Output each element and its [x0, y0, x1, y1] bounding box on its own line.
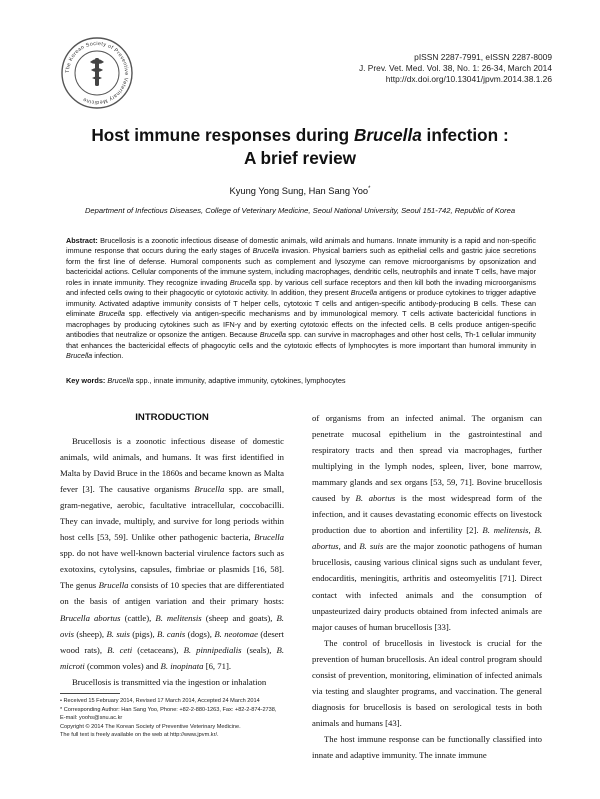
affiliation: Department of Infectious Diseases, College of Veterinary Medicine, Seoul National University, Seoul 151-742, Republic of Korea — [84, 206, 516, 215]
section-heading-introduction: INTRODUCTION — [135, 412, 209, 423]
body-column-right — [312, 410, 542, 763]
paragraph: The control of brucellosis in livestock is crucial for the prevention of human brucellosis. An ideal control program should consist of prevention, monitoring, elimination of infected animals via testing and slaughter programs, and vaccination. The general diagnosis for brucellosis is based on serological tests in both animals and humans [43]. — [312, 637, 542, 728]
issn: pISSN 2287-7991, eISSN 2287-8009 — [414, 52, 552, 62]
journal-info — [292, 52, 552, 85]
copyright: Copyright © 2014 The Korean Society of Preventive Veterinary Medicine. — [60, 723, 241, 730]
paragraph: Brucellosis is transmitted via the ingestion or inhalation — [72, 676, 267, 687]
paper-title: Host immune responses during Brucella infection : A brief review — [91, 125, 509, 168]
svg-text:The Korean Society of Preventi: The Korean Society of Preventive Veterinary Medicine — [64, 40, 130, 106]
fulltext-link: The full text is freely available on the web at http://www.jpvm.kr/. — [60, 732, 219, 739]
citation: J. Prev. Vet. Med. Vol. 38, No. 1: 26-34, March 2014 — [358, 63, 552, 73]
authors: Kyung Yong Sung, Han Sang Yoo* — [229, 186, 371, 197]
footnotes — [60, 697, 300, 740]
paragraph: Brucellosis is a zoonotic infectious disease of domestic animals, wild animals, and humans. It was first identified in Malta by David Bruce in the 1860s and became known as Malta fever [3]. The causative organisms Brucella spp. are small, gram-negative, aerobic, facultative intracellular, coccobacilli. They can invade, multiply, and survive for long periods within host cells [53, 59]. Unlike other pathogenic bacteria, Brucella spp. do not have well-known bacterial virulence factors such as exotoxins, cytolysins, capsules, fimbriae or plasmids [16, 58]. The genus Brucella consists of 10 species that are differentiated on the basis of antigen variation and their primary hosts: Brucella abortus (cattle), B. melitensis (sheep and goats), B. ovis (sheep), B. suis (pigs), B. canis (dogs), B. neotomae (desert wood rats), B. ceti (cetaceans), B. pinnipedialis (seals), B. microti (common voles) and B. inopinata [6, 71]. — [60, 436, 284, 671]
received-dates: • Received 15 February 2014, Revised 17 March 2014, Accepted 24 March 2014 — [60, 698, 260, 704]
abstract: Abstract: Brucellosis is a zoonotic infectious disease of domestic animals, wild animals and humans. Innate immunity is a rapid and non-specific immune response that occurs during the early stages of Brucella invasion. Physical barriers such as epithelial cells and gastric juice secretions form the first line of defense. Humoral components such as complement and lysozyme can remove microorganisms by opsonization and bactericidal actions. Cellular components of the immune system, including macrophages, dendritic cells, neutrophils and innate T cells, have major roles in innate immunity. They recognize invading Brucella spp. by various cell surface receptors and then kill both the invading microorganisms and infected cells owing to their phagocytic or cytotoxic activity. In addition, they present Brucella antigens or produce cytokines to trigger adaptive immunity. Activated adaptive immunity consists of T helper cells, cytotoxic T cells and antigen-specific antibody-producing B cells. These can eliminate Brucella spp. effectively via antigen-specific mechanisms and by immunological memory. T cells activate bactericidal functions in macrophages by producing cytokines such as IFN-γ and by exerting cytotoxic effects on the infected cells. B cells produce antigen-specific antibodies that neutralize or opsonize the antigen. Because Brucella spp. can survive in macrophages and other host cells, Th-1 cellular immunity that enhances the bactericidal effects of phagocytic cells and the cytotoxic effects of lymphocytes is more important than humoral immunity in Brucella infection. — [66, 236, 536, 360]
email: E-mail: yoohs@snu.ac.kr — [60, 715, 123, 722]
doi-link[interactable]: http://dx.doi.org/10.13041/jpvm.2014.38.1.26 — [385, 74, 552, 84]
society-seal-icon — [60, 36, 134, 110]
paragraph: The host immune response can be functionally classified into innate and adaptive immunity. The innate immune — [312, 733, 542, 760]
footnote-rule — [60, 693, 120, 694]
paragraph: of organisms from an infected animal. The organism can penetrate mucosal epithelium in the gastrointestinal and respiratory tracts and then spread via macrophages, further multiplying in the lymph nodes, spleen, liver, bone marrow, mammary glands and sex organs [53, 59, 71]. Bovine brucellosis caused by B. abortus is the most widespread form of the infection, and it causes devastating economic effects on livestock production due to abortion and infertility [2]. B. melitensis, B. abortus, and B. suis are the major zoonotic pathogens of human brucellosis, causing various clinical signs such as undulant fever, endocarditis, meningitis, arthritis and osteomyelitis [71]. Direct contact with infected animals and the consumption of unpasteurized dairy products obtained from infected animals are major causes of human brucellosis [33]. — [312, 413, 543, 632]
corresponding-author: * Corresponding Author: Han Sang Yoo, Phone: +82-2-880-1263, Fax: +82-2-874-2738, — [60, 706, 277, 713]
keywords: Key words: Brucella spp., innate immunity, adaptive immunity, cytokines, lymphocytes — [66, 376, 346, 385]
body-column-left — [60, 433, 284, 690]
